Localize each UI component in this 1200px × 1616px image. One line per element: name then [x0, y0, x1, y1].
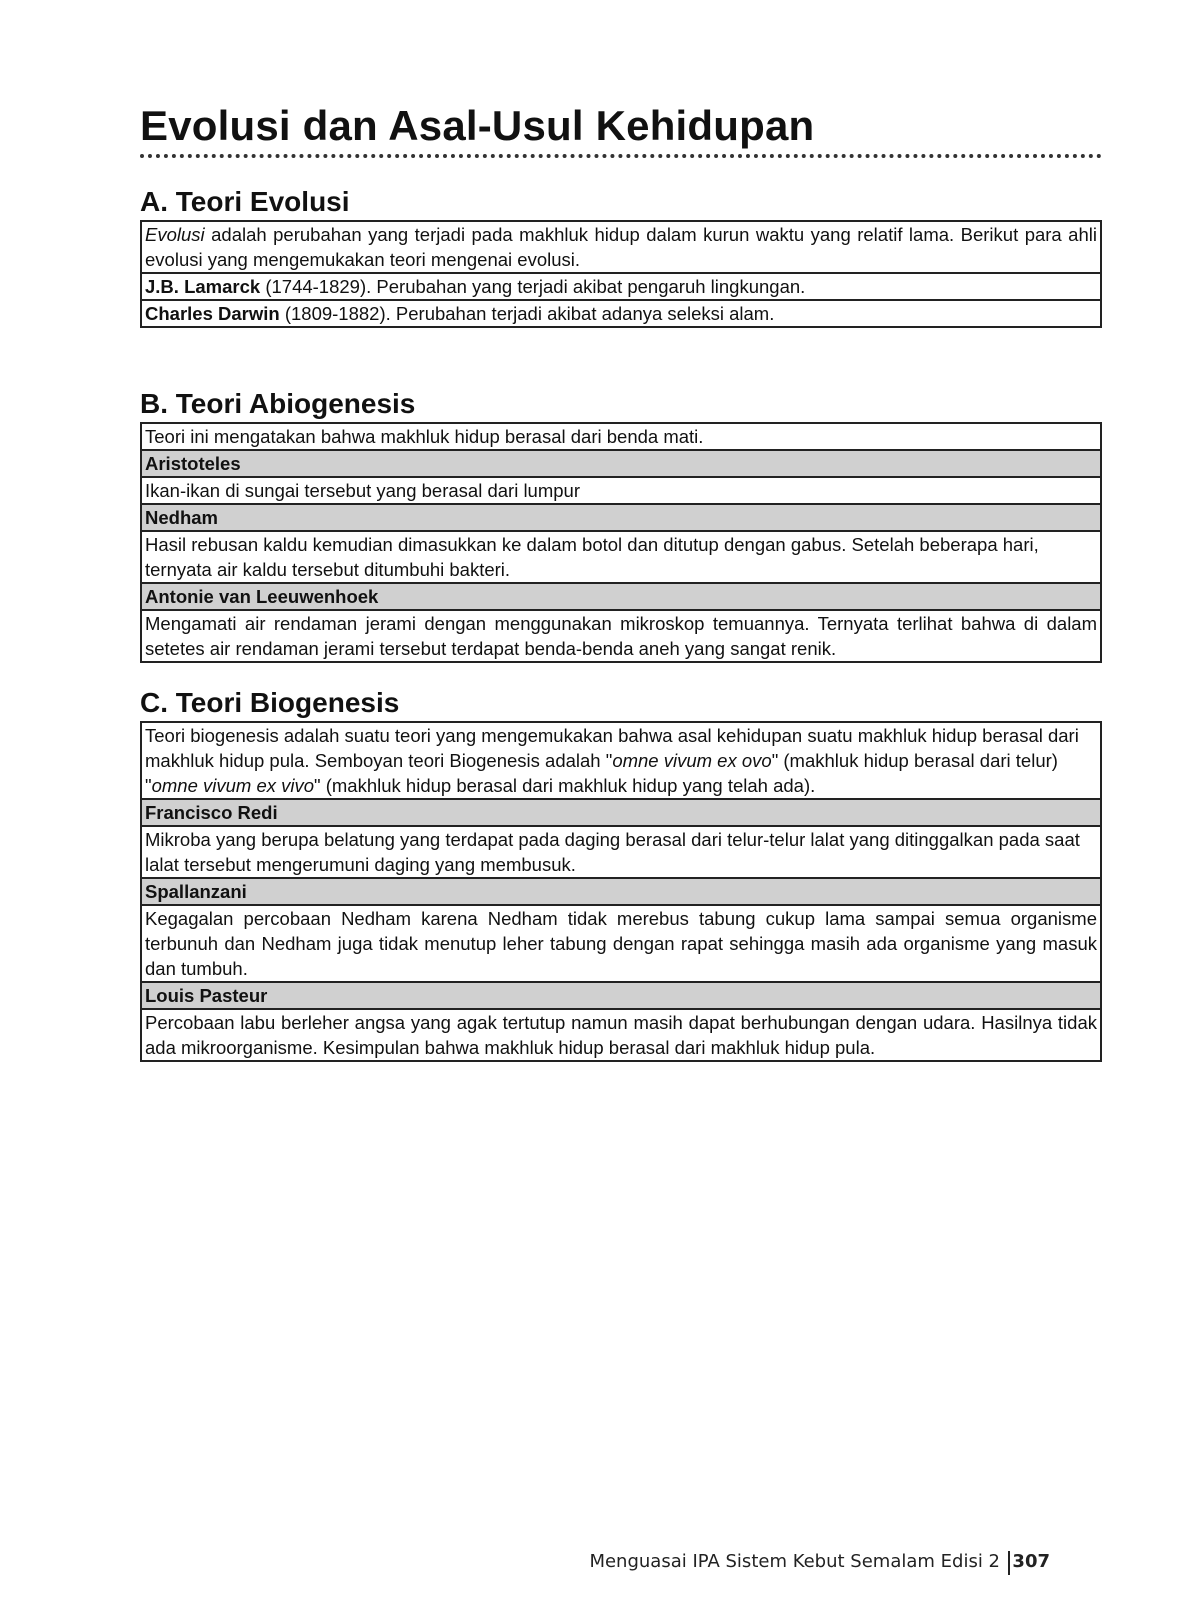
table-row	[141, 982, 1101, 1009]
section-b-intro: Teori ini mengatakan bahwa makhluk hidup berasal dari benda mati.	[141, 423, 1101, 450]
expert-name: J.B. Lamarck	[145, 276, 261, 297]
table-row	[141, 583, 1101, 610]
document-page	[140, 100, 1102, 1062]
table-row	[141, 504, 1101, 531]
entry-text-aristoteles: Ikan-ikan di sungai tersebut yang berasal dari lumpur	[141, 477, 1101, 504]
section-c-intro	[141, 722, 1101, 799]
intro-term: Evolusi	[145, 224, 205, 245]
section-c-table	[140, 721, 1102, 1062]
section-b-heading: B. Teori Abiogenesis	[140, 388, 416, 419]
table-row	[141, 531, 1101, 583]
page-title: Evolusi dan Asal-Usul Kehidupan	[140, 102, 815, 149]
entry-text-pasteur: Percobaan labu berleher angsa yang agak tertutup namun masih dapat berhubungan dengan udara. Hasilnya tidak ada mikroorganisme. Kesimpulan bahwa makhluk hidup berasal dari makhluk hidup pula.	[141, 1009, 1101, 1061]
entry-name-aristoteles: Aristoteles	[141, 450, 1101, 477]
entry-name-redi: Francisco Redi	[141, 799, 1101, 826]
table-row	[141, 300, 1101, 327]
table-row	[141, 450, 1101, 477]
entry-name-nedham: Nedham	[141, 504, 1101, 531]
section-a-heading: A. Teori Evolusi	[140, 186, 350, 217]
section-a-table	[140, 220, 1102, 328]
table-row	[141, 722, 1101, 799]
intro-part-2: " (makhluk hidup berasal dari telur) "	[145, 750, 1058, 796]
footer-page-number: 307	[1012, 1551, 1050, 1572]
entry-text-spallanzani: Kegagalan percobaan Nedham karena Nedham tidak merebus tabung cukup lama sampai semua organisme terbunuh dan Nedham juga tidak menutup leher tabung dengan rapat sehingga masih ada organisme yang masuk dan tumbuh.	[141, 905, 1101, 982]
table-row	[141, 221, 1101, 273]
footer-separator	[1008, 1551, 1010, 1575]
table-row	[141, 273, 1101, 300]
table-row	[141, 878, 1101, 905]
intro-part-3: " (makhluk hidup berasal dari makhluk hidup yang telah ada).	[314, 775, 816, 796]
expert-lamarck	[141, 273, 1101, 300]
expert-darwin	[141, 300, 1101, 327]
table-row	[141, 610, 1101, 662]
section-b-table	[140, 422, 1102, 663]
table-row	[141, 477, 1101, 504]
table-row	[141, 799, 1101, 826]
table-row	[141, 1009, 1101, 1061]
entry-name-pasteur: Louis Pasteur	[141, 982, 1101, 1009]
intro-text: adalah perubahan yang terjadi pada makhluk hidup dalam kurun waktu yang relatif lama. Berikut para ahli evolusi yang mengemukakan teori mengenai evolusi.	[145, 224, 1097, 270]
title-dotted-rule	[140, 154, 1102, 158]
table-row	[141, 826, 1101, 878]
intro-part-1: Teori biogenesis adalah suatu teori yang mengemukakan bahwa asal kehidupan suatu makhluk hidup berasal dari makhluk hidup pula. Semboyan teori Biogenesis adalah "	[145, 725, 1079, 771]
expert-text: (1809-1882). Perubahan terjadi akibat adanya seleksi alam.	[279, 303, 775, 324]
intro-latin-1: omne vivum ex ovo	[612, 750, 772, 771]
table-row	[141, 423, 1101, 450]
page-footer	[589, 1547, 1100, 1577]
entry-text-redi: Mikroba yang berupa belatung yang terdapat pada daging berasal dari telur-telur lalat yang ditinggalkan pada saat lalat tersebut mengerumuni daging yang membusuk.	[141, 826, 1101, 878]
intro-latin-2: omne vivum ex vivo	[151, 775, 315, 796]
section-c-heading: C. Teori Biogenesis	[140, 687, 400, 718]
entry-name-leeuwenhoek: Antonie van Leeuwenhoek	[141, 583, 1101, 610]
entry-text-nedham: Hasil rebusan kaldu kemudian dimasukkan ke dalam botol dan ditutup dengan gabus. Setelah beberapa hari, ternyata air kaldu tersebut ditumbuhi bakteri.	[141, 531, 1101, 583]
table-row	[141, 905, 1101, 982]
entry-name-spallanzani: Spallanzani	[141, 878, 1101, 905]
expert-name: Charles Darwin	[145, 303, 280, 324]
section-a-intro	[141, 221, 1101, 273]
entry-text-leeuwenhoek: Mengamati air rendaman jerami dengan menggunakan mikroskop temuannya. Ternyata terlihat bahwa di dalam setetes air rendaman jerami tersebut terdapat benda-benda aneh yang sangat renik.	[141, 610, 1101, 662]
footer-book-title: Menguasai IPA Sistem Kebut Semalam Edisi 2	[589, 1551, 1000, 1572]
expert-text: (1744-1829). Perubahan yang terjadi akibat pengaruh lingkungan.	[260, 276, 806, 297]
